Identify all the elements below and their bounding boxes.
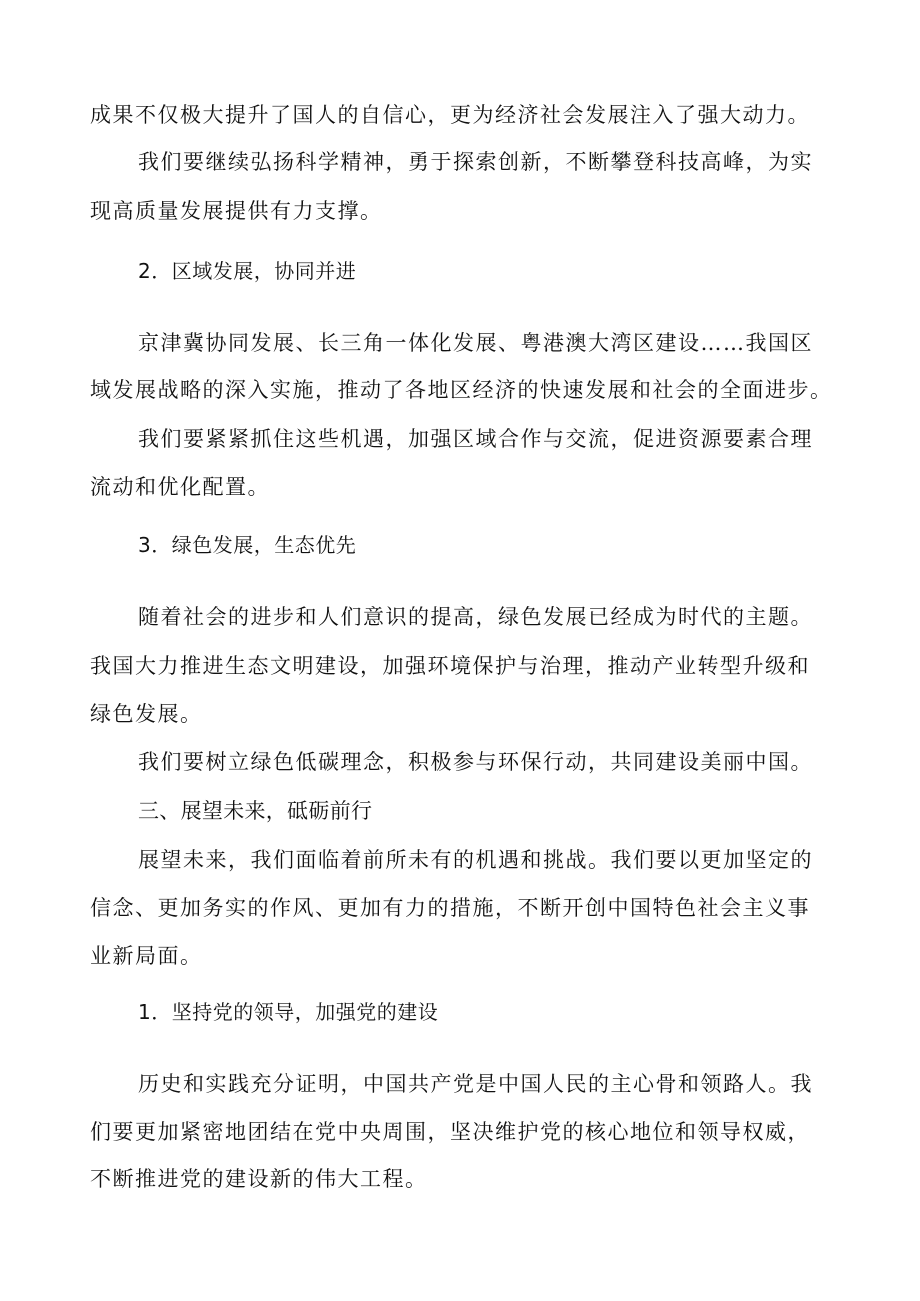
paragraph-line: 不断推进党的建设新的伟大工程。	[90, 1167, 428, 1191]
paragraph-line: 我们要继续弘扬科学精神，勇于探索创新，不断攀登科技高峰，为实	[138, 150, 813, 174]
paragraph-line: 我们要紧紧抓住这些机遇，加强区域合作与交流，促进资源要素合理	[138, 427, 813, 451]
paragraph-line: 成果不仅极大提升了国人的自信心，更为经济社会发展注入了强大动力。	[90, 103, 810, 127]
paragraph-line: 信念、更加务实的作风、更加有力的措施，不断开创中国特色社会主义事	[90, 896, 810, 920]
paragraph-line: 们要更加紧密地团结在党中央周围，坚决维护党的核心地位和领导权威，	[90, 1120, 810, 1144]
section-subheading: 1．坚持党的领导，加强党的建设	[138, 1000, 439, 1024]
paragraph-line: 我国大力推进生态文明建设，加强环境保护与治理，推动产业转型升级和	[90, 654, 810, 678]
paragraph-line: 随着社会的进步和人们意识的提高，绿色发展已经成为时代的主题。	[138, 605, 813, 629]
paragraph-line: 展望未来，我们面临着前所未有的机遇和挑战。我们要以更加坚定的	[138, 848, 813, 872]
paragraph-line: 我们要树立绿色低碳理念，积极参与环保行动，共同建设美丽中国。	[138, 750, 813, 774]
section-subheading: 3．绿色发展，生态优先	[138, 533, 357, 557]
paragraph-line: 现高质量发展提供有力支撑。	[90, 199, 383, 223]
section-heading: 三、展望未来，砥砺前行	[138, 799, 373, 823]
paragraph-line: 域发展战略的深入实施，推动了各地区经济的快速发展和社会的全面进步。	[90, 378, 833, 402]
paragraph-line: 京津冀协同发展、长三角一体化发展、粤港澳大湾区建设……我国区	[138, 331, 813, 355]
paragraph-line: 业新局面。	[90, 944, 203, 968]
section-subheading: 2．区域发展，协同并进	[138, 259, 357, 283]
paragraph-line: 流动和优化配置。	[90, 475, 270, 499]
paragraph-line: 历史和实践充分证明，中国共产党是中国人民的主心骨和领路人。我	[138, 1072, 813, 1096]
paragraph-line: 绿色发展。	[90, 702, 203, 726]
